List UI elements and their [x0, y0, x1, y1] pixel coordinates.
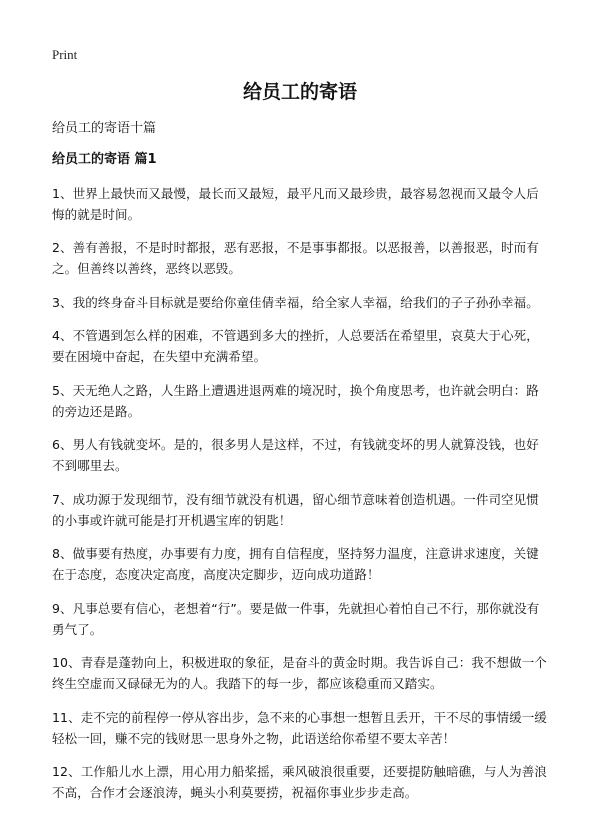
list-item: 9、凡事总要有信心，老想着“行”。要是做一件事，先就担心着怕自己不行，那你就没有勇气了。 [52, 600, 540, 637]
list-item: 10、青春是蓬勃向上，积极进取的象征，是奋斗的黄金时期。我告诉自己：我不想做一个终生空虚而又碌碌无为的人。我踏下的每一步，都应该稳重而又踏实。 [52, 655, 547, 691]
list-item: 3、我的终身奋斗目标就是要给你童佳倩幸福，给全家人幸福，给我们的子子孙孙幸福。 [52, 294, 539, 310]
list-item: 11、走不完的前程停一停从容出步，急不来的心事想一想暂且丢开，干不尽的事情缓一缓轻松一回，赚不完的钱财思一思身外之物，此语送给你希望不要太辛苦！ [52, 709, 547, 746]
list-item: 2、善有善报，不是时时都报，恶有恶报，不是事事都报。以恶报善，以善报恶，时而有之。但善终以善终，恶终以恶毁。 [52, 240, 539, 276]
document-title: 给员工的寄语 [242, 81, 357, 103]
list-item: 4、不管遇到怎么样的困难，不管遇到多大的挫折，人总要活在希望里，哀莫大于心死，要在困境中奋起，在失望中充满希望。 [52, 328, 539, 364]
item-list [52, 183, 548, 804]
section-heading: 给员工的寄语 篇1 [52, 152, 157, 167]
list-item: 6、男人有钱就变坏。是的，很多男人是这样，不过，有钱就变坏的男人就算没钱，也好不到哪里去。 [52, 437, 539, 473]
list-item: 7、成功源于发现细节，没有细节就没有机遇，留心细节意味着创造机遇。一件司空见惯的小事或许就可能是打开机遇宝库的钥匙！ [52, 491, 539, 528]
document-subtitle: 给员工的寄语十篇 [52, 121, 157, 136]
list-item: 5、天无绝人之路，人生路上遭遇进退两难的境况时，换个角度思考，也许就会明白：路的旁边还是路。 [52, 382, 539, 419]
print-link[interactable]: Print [52, 47, 78, 62]
list-item: 8、做事要有热度，办事要有力度，拥有自信程度，坚持努力温度，注意讲求速度，关键在于态度，态度决定高度，高度决定脚步，迈向成功道路！ [52, 546, 539, 582]
list-item: 1、世界上最快而又最慢，最长而又最短，最平凡而又最珍贵，最容易忽视而又最令人后悔的就是时间。 [52, 185, 539, 222]
list-item: 12、工作船儿水上漂，用心用力船桨摇，乘风破浪很重要，还要提防触暗礁，与人为善浪不高，合作才会逐浪涛，蝇头小利莫要捞，祝福你事业步步走高。 [52, 764, 547, 800]
